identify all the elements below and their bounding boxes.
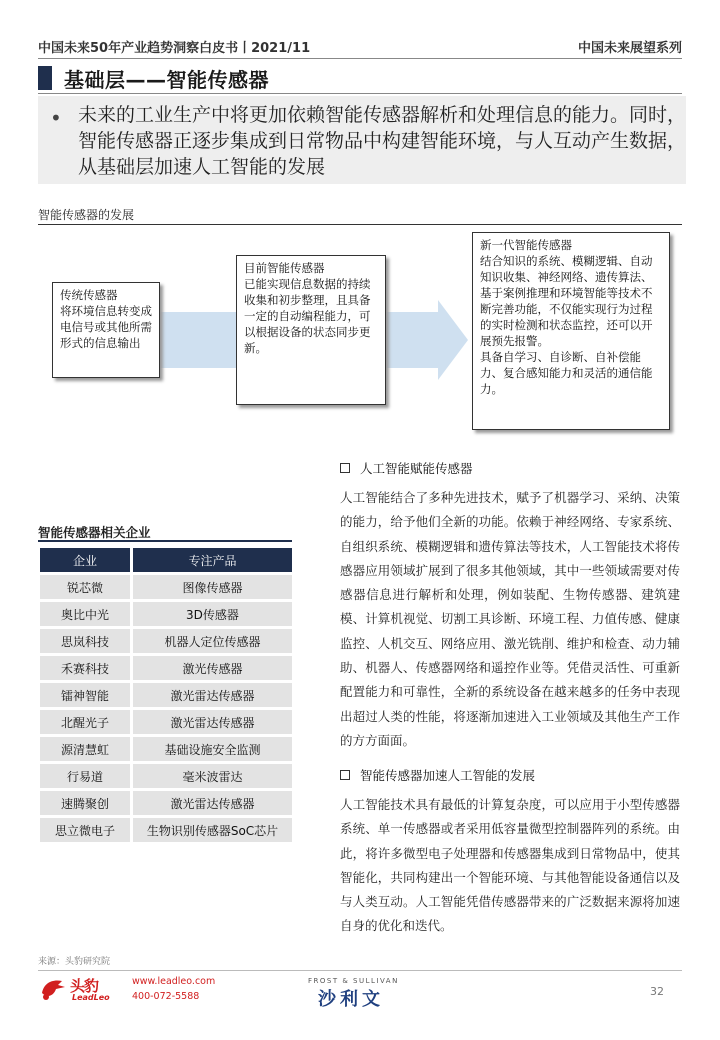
phone-number: 400-072-5588 — [132, 991, 200, 1002]
enterprise-cell: 行易道 — [40, 764, 133, 788]
table-row — [40, 710, 292, 734]
leadleo-logo-icon — [38, 975, 68, 1001]
summary-box — [38, 96, 686, 184]
summary-text: 未来的工业生产中将更加依赖智能传感器解析和处理信息的能力。同时，智能传感器正逐步集成到日常物品中构建智能环境，与人互动产生数据，从基础层加速人工智能的发展 — [78, 104, 687, 178]
product-cell: 激光雷达传感器 — [133, 710, 292, 734]
table-row — [40, 602, 292, 626]
stage-title: 传统传感器 — [60, 288, 118, 302]
table-header-row — [40, 548, 292, 572]
product-cell: 图像传感器 — [133, 575, 292, 599]
table-title-underline — [38, 540, 292, 542]
checkbox-bullet-icon — [340, 463, 350, 473]
table-row — [40, 791, 292, 815]
stage-traditional-sensor — [52, 282, 160, 378]
enterprise-cell: 速腾聚创 — [40, 791, 133, 815]
stage-current-smart-sensor — [236, 255, 386, 405]
leadleo-logo-text: 头豹 — [70, 977, 99, 995]
table-title: 智能传感器相关企业 — [38, 525, 151, 540]
column-header-enterprise: 企业 — [40, 548, 133, 572]
frost-sullivan-logo-cn: 沙利文 — [318, 989, 384, 1010]
enterprise-cell: 北醒光子 — [40, 710, 133, 734]
website-link[interactable]: www.leadleo.com — [132, 976, 216, 987]
enterprise-cell: 思岚科技 — [40, 629, 133, 653]
stage-title: 目前智能传感器 — [244, 261, 325, 275]
diagram-label: 智能传感器的发展 — [38, 208, 135, 222]
product-cell: 基础设施安全监测 — [133, 737, 292, 761]
stage-next-gen-smart-sensor — [472, 232, 670, 430]
enterprise-cell: 锐芯微 — [40, 575, 133, 599]
stage-title: 新一代智能传感器 — [480, 238, 572, 252]
enterprise-cell: 禾赛科技 — [40, 656, 133, 680]
enterprise-cell: 奥比中光 — [40, 602, 133, 626]
product-cell: 机器人定位传感器 — [133, 629, 292, 653]
stage-description: 已能实现信息数据的持续收集和初步整理，且具备一定的自动编程能力，可以根据设备的状态同步更新。 — [244, 277, 371, 355]
header-divider — [38, 58, 682, 59]
section-heading-sensor-accelerates — [340, 766, 535, 784]
section-heading-text: 智能传感器加速人工智能的发展 — [360, 768, 536, 783]
source-note: 来源：头豹研究院 — [38, 957, 111, 967]
table-row — [40, 656, 292, 680]
stage-description: 结合知识的系统、模糊逻辑、自动知识收集、神经网络、遗传算法、基于案例推理和环境智能等技术不断完善功能，不仅能实现行为过程的实时检测和状态监控，还可以开展预先报警。 — [480, 254, 653, 348]
stage-description: 将环境信息转变成电信号或其他所需形式的信息输出 — [60, 304, 152, 350]
report-title: 中国未来50年产业趋势洞察白皮书丨2021/11 — [38, 41, 311, 56]
frost-sullivan-logo-en: FROST & SULLIVAN — [308, 977, 399, 985]
table-row — [40, 683, 292, 707]
section-heading-ai-empowers — [340, 459, 473, 477]
page-title: 基础层——智能传感器 — [64, 68, 269, 92]
table-row — [40, 818, 292, 842]
product-cell: 3D传感器 — [133, 602, 292, 626]
title-accent-bar — [38, 66, 52, 90]
enterprise-cell: 源清慧虹 — [40, 737, 133, 761]
product-cell: 激光传感器 — [133, 656, 292, 680]
diagram-divider — [38, 224, 682, 225]
section-body-ai-empowers: 人工智能结合了多种先进技术，赋予了机器学习、采纳、决策的能力，给予他们全新的功能。依赖于神经网络、专家系统、自组织系统、模糊逻辑和遗传算法等技术，人工智能技术将传感器应用领域扩展到了很多其他领域，其中一些领域需要对传感器信息进行解析和处理，例如装配、生物传感器、建筑建模、计算机视觉、切割工具诊断、环境工程、力值传感、健康监控、人机交互、网络应用、激光铣削、维护和检查、动力辅助、机器人、传感器网络和遥控作业等。凭借灵活性、可重新配置能力和可靠性，全新的系统设备在越来越多的任务中表现出超过人类的性能，将逐渐加速进入工业领域及其他生产工作的方方面面。 — [340, 490, 680, 748]
table-row — [40, 575, 292, 599]
enterprise-cell: 镭神智能 — [40, 683, 133, 707]
stage-description-extra: 具备自学习、自诊断、自补偿能力、复合感知能力和灵活的通信能力。 — [480, 350, 653, 396]
footer-divider — [38, 970, 682, 971]
section-heading-text: 人工智能赋能传感器 — [360, 461, 473, 476]
product-cell: 毫米波雷达 — [133, 764, 292, 788]
table-row — [40, 629, 292, 653]
summary-bullet: • — [50, 106, 62, 130]
table-row — [40, 764, 292, 788]
enterprise-cell: 思立微电子 — [40, 818, 133, 842]
column-header-product: 专注产品 — [133, 548, 292, 572]
title-divider — [38, 93, 682, 94]
product-cell: 激光雷达传感器 — [133, 791, 292, 815]
section-body-sensor-accelerates: 人工智能技术具有最低的计算复杂度，可以应用于小型传感器系统、单一传感器或者采用低容量微型控制器阵列的系统。由此，将许多微型电子处理器和传感器集成到日常物品中，使其智能化，共同构建出一个智能环境、与其他智能设备通信以及与人类互动。人工智能凭借传感器带来的广泛数据来源将加速自身的优化和迭代。 — [340, 797, 680, 934]
product-cell: 激光雷达传感器 — [133, 683, 292, 707]
checkbox-bullet-icon — [340, 770, 350, 780]
leadleo-logo-en: LeadLeo — [72, 993, 110, 1002]
table-row — [40, 737, 292, 761]
page-number: 32 — [650, 985, 664, 998]
series-name: 中国未来展望系列 — [577, 41, 682, 56]
product-cell: 生物识别传感器SoC芯片 — [133, 818, 292, 842]
enterprise-table — [40, 545, 292, 845]
